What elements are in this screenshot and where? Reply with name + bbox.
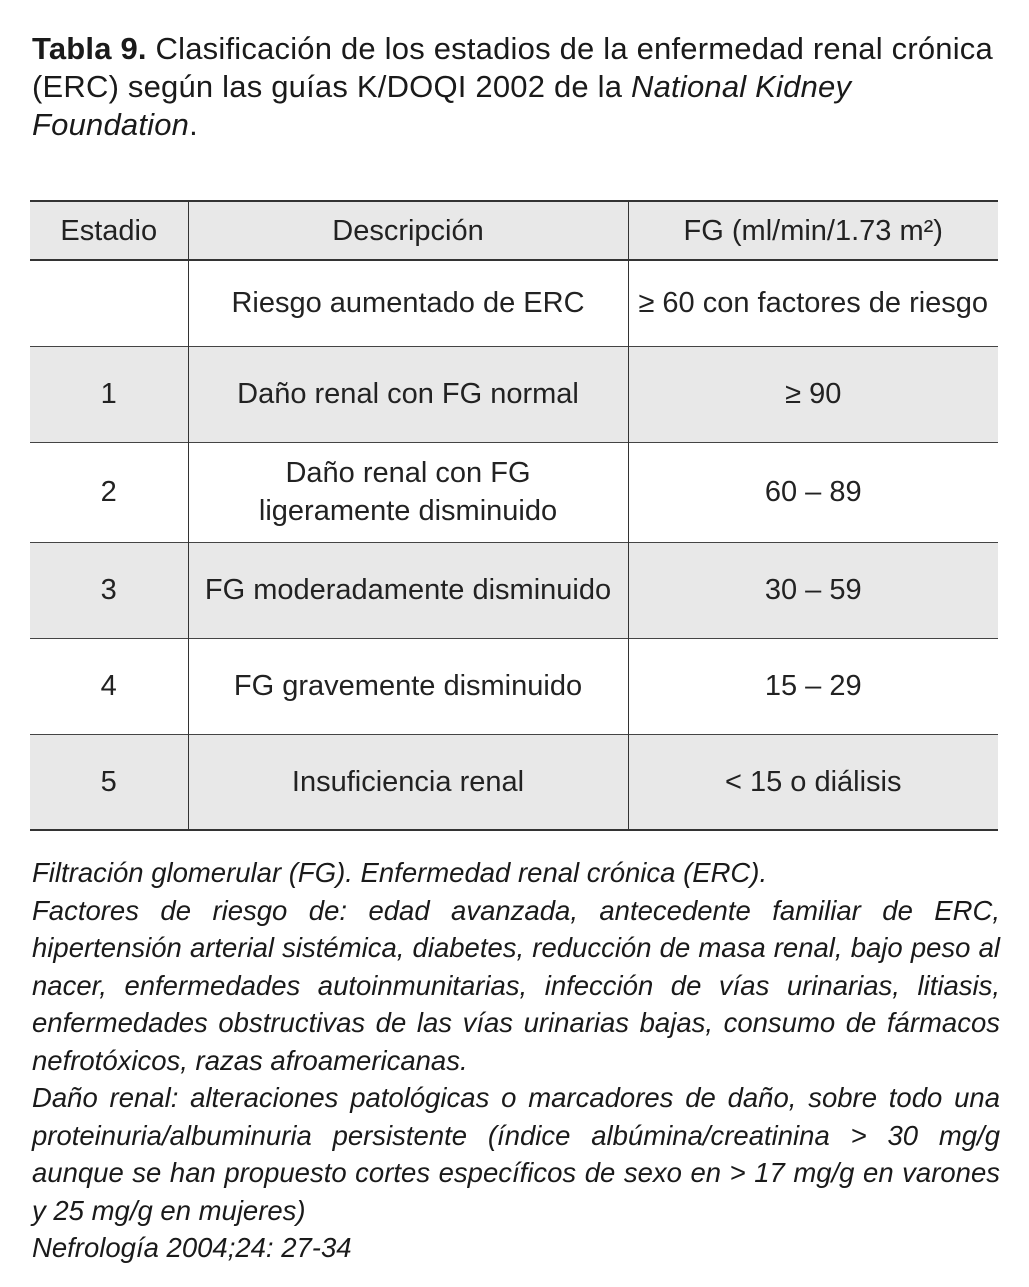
gfr-cell: ≥ 60 con factores de riesgo — [628, 260, 998, 346]
description-cell: FG moderadamente disminuido — [188, 542, 628, 638]
caption-text: Clasificación de los estadios de la enfermedad renal crónica (ERC) según las guías K/DOQI 2002 de la — [32, 31, 993, 104]
header-gfr: FG (ml/min/1.73 m²) — [628, 201, 998, 260]
table-row — [30, 542, 998, 638]
stage-cell: 3 — [30, 542, 188, 638]
table-caption — [32, 30, 1000, 144]
footnote-reference: Nefrología 2004;24: 27-34 — [32, 1232, 352, 1263]
table-row — [30, 638, 998, 734]
stage-cell — [30, 260, 188, 346]
gfr-cell: 30 – 59 — [628, 542, 998, 638]
footnote-renal-damage: Daño renal: alteraciones patológicas o marcadores de daño, sobre todo una proteinuria/albuminuria persistente (índice albúmina/creatinina > 30 mg/g aunque se han propuesto cortes específicos de sexo en > 17 mg/g en varones y 25 mg/g en mujeres) — [32, 1082, 1000, 1226]
stage-cell: 2 — [100, 476, 117, 508]
description-cell: FG gravemente disminuido — [188, 638, 628, 734]
table-row — [30, 260, 998, 346]
description-cell: Daño renal con FG normal — [188, 346, 628, 442]
caption-end: . — [189, 107, 198, 142]
description-cell: Insuficiencia renal — [188, 734, 628, 830]
header-description: Descripción — [188, 201, 628, 260]
description-cell: Daño renal con FG ligeramente disminuido — [188, 442, 628, 542]
caption-label: Tabla 9. — [32, 31, 147, 66]
stage-cell: 1 — [30, 346, 188, 442]
gfr-cell: 60 – 89 — [628, 442, 998, 542]
gfr-cell: < 15 o diálisis — [628, 734, 998, 830]
header-stage: Estadio — [30, 201, 188, 260]
table-row — [30, 346, 998, 442]
table-footnotes — [32, 854, 1000, 1267]
description-cell: Riesgo aumentado de ERC — [188, 260, 628, 346]
staging-table — [30, 200, 998, 831]
stage-cell: 4 — [100, 670, 117, 702]
table-row — [30, 442, 998, 542]
footnote-abbreviations: Filtración glomerular (FG). Enfermedad renal crónica (ERC). — [32, 857, 768, 888]
gfr-cell: ≥ 90 — [628, 346, 998, 442]
stage-cell: 5 — [30, 734, 188, 830]
table-header-row — [30, 201, 998, 260]
gfr-cell: 15 – 29 — [628, 638, 998, 734]
table-row — [30, 734, 998, 830]
caption-source: National Kidney Foundation — [32, 69, 852, 142]
footnote-risk-factors: Factores de riesgo de: edad avanzada, antecedente familiar de ERC, hipertensión arterial sistémica, diabetes, reducción de masa renal, bajo peso al nacer, enfermedades autoinmunitarias, infección de vías urinarias, litiasis, enfermedades obstructivas de las vías urinarias bajas, consumo de fármacos nefrotóxicos, razas afroamericanas. — [32, 894, 1000, 1076]
